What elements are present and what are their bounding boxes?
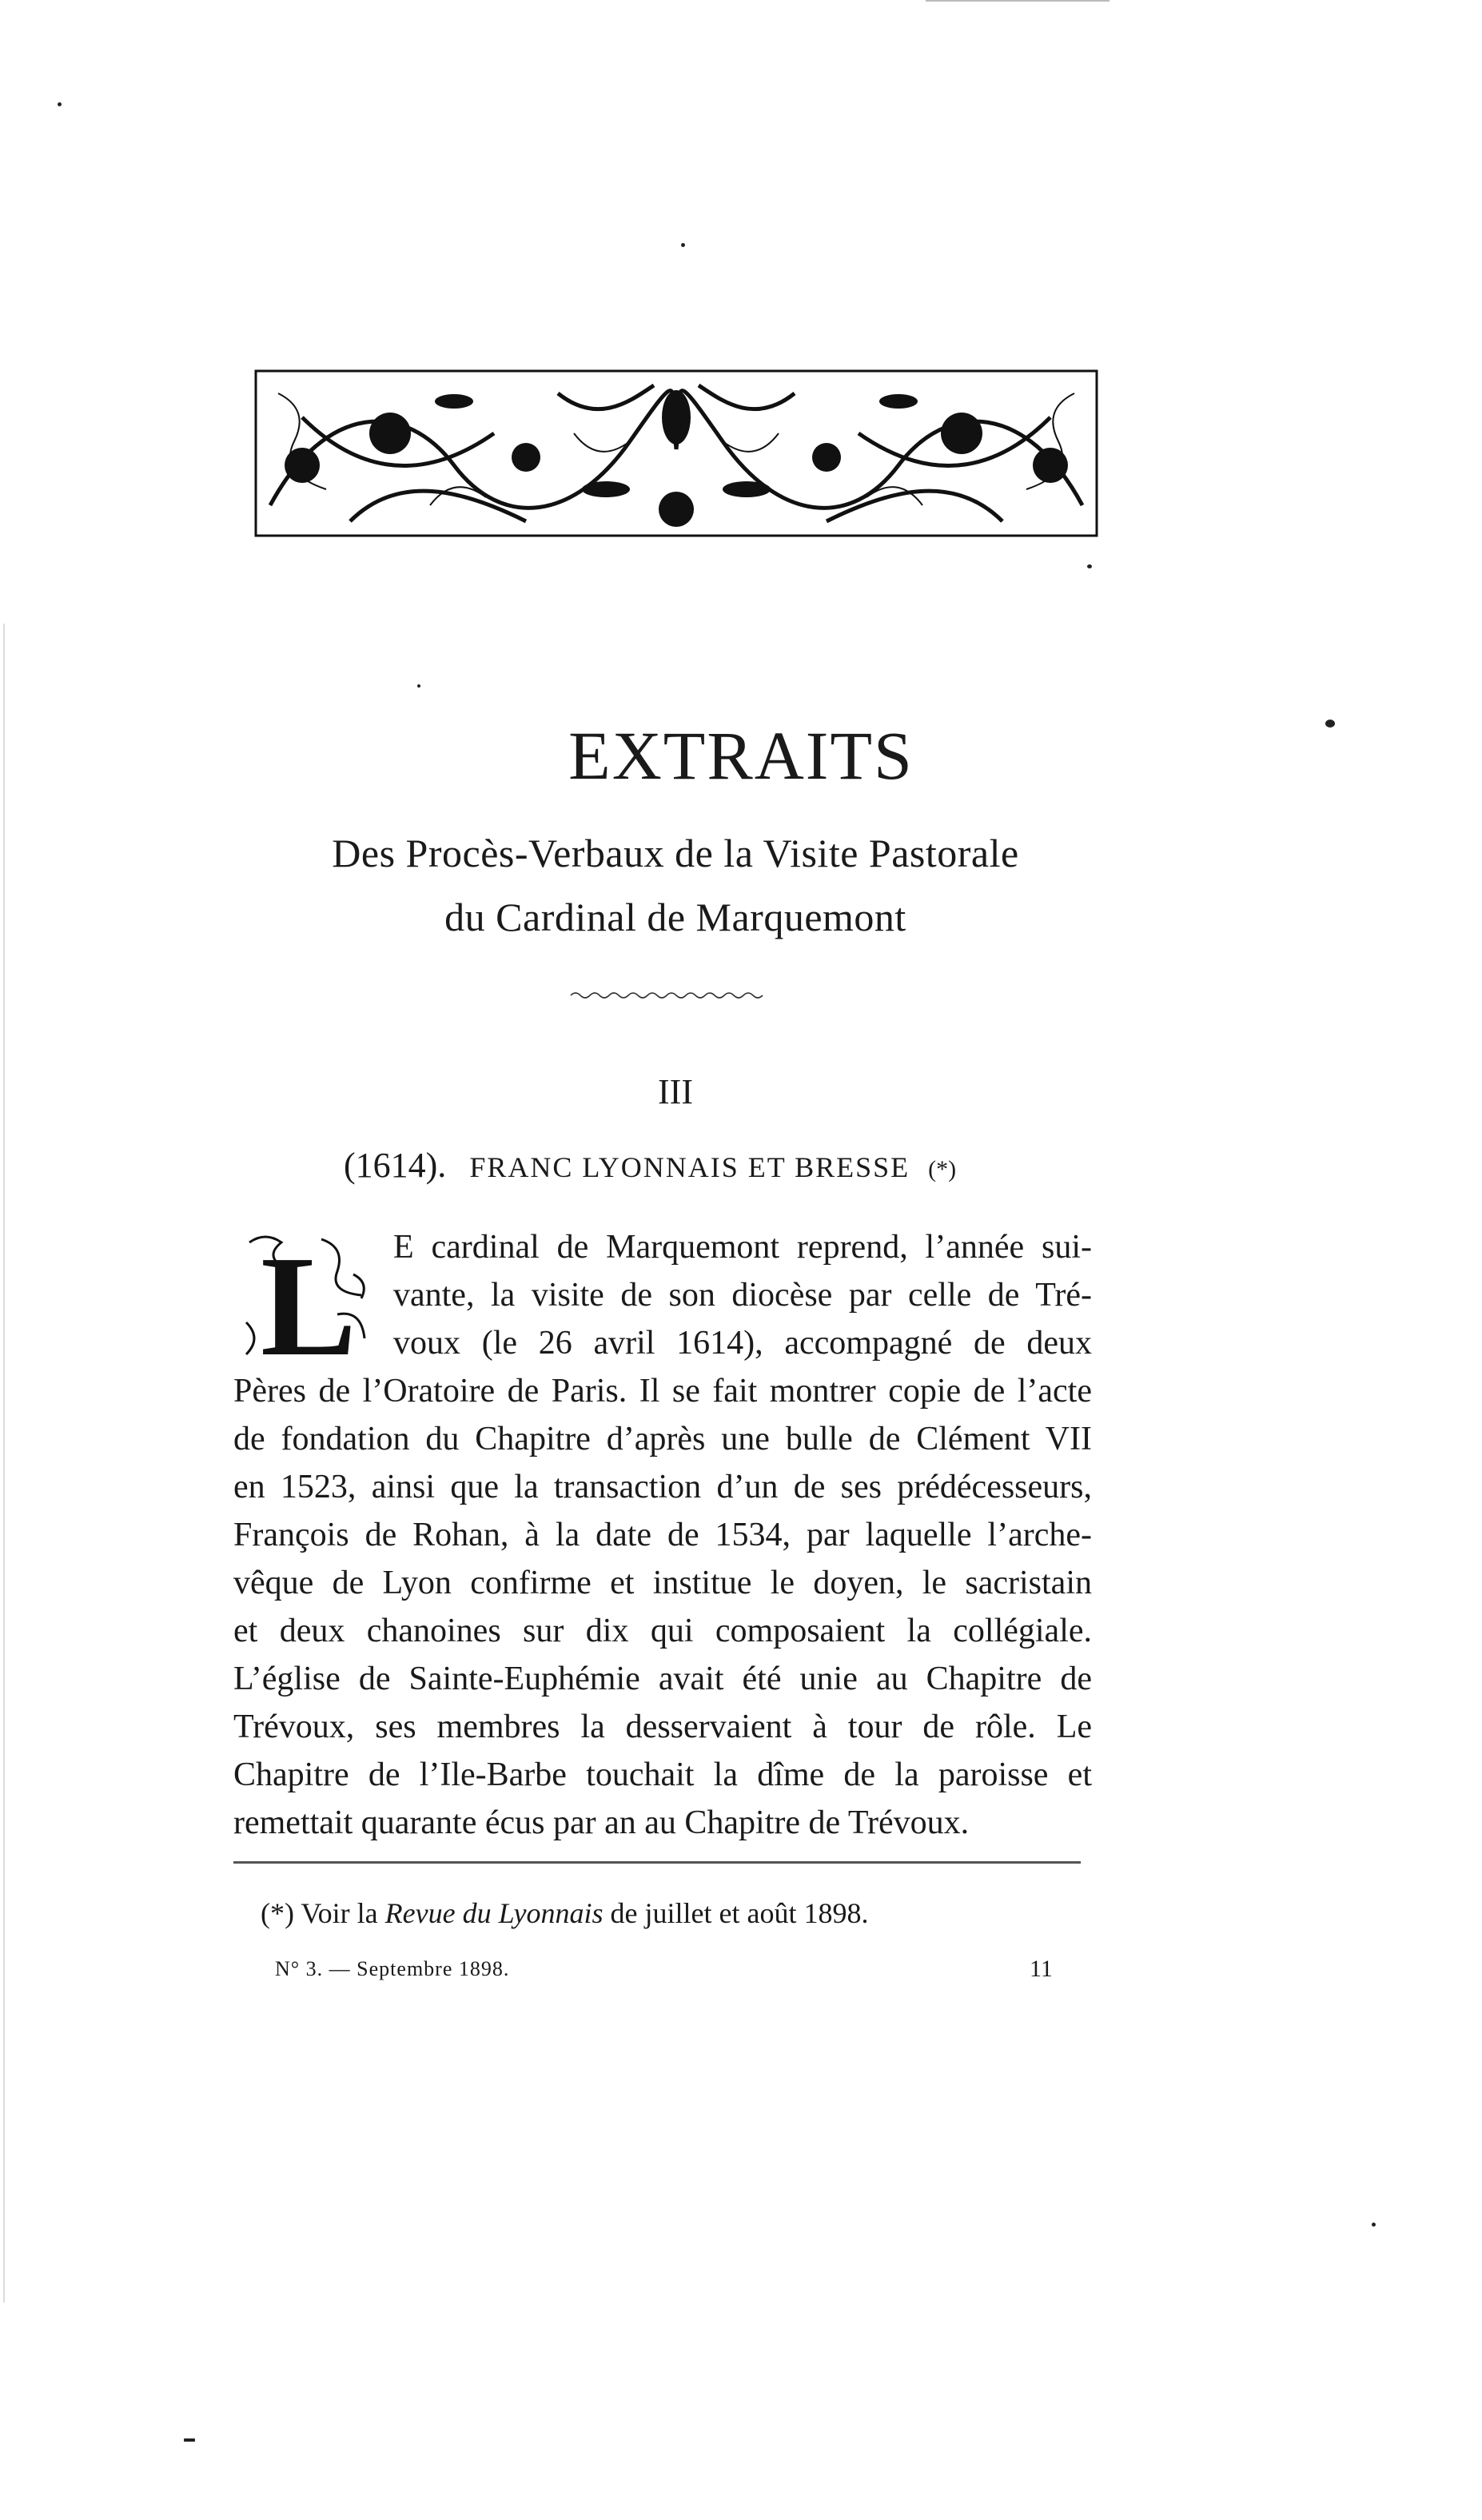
section-number: III <box>658 1072 693 1111</box>
footnote-reference: (*) <box>928 1156 957 1182</box>
body-line: en 1523, ainsi que la transaction d’un de ses prédécesseurs, <box>233 1469 1092 1505</box>
scan-edge-line <box>926 0 1110 2</box>
section-year: (1614). <box>344 1146 447 1185</box>
body-line: et deux chanoines sur dix qui composaient la collégiale. <box>233 1613 1092 1649</box>
floral-ornament-headpiece <box>254 369 1098 537</box>
body-line: Trévoux, ses membres la desservaient à tour de rôle. Le <box>233 1709 1092 1745</box>
body-line: L’église de Sainte-Euphémie avait été unie au Chapitre de <box>233 1661 1092 1697</box>
body-paragraph <box>233 1223 1092 1847</box>
body-line: vêque de Lyon confirme et institue le doyen, le sacristain <box>233 1565 1092 1601</box>
scan-speck <box>417 684 420 688</box>
article-title: EXTRAITS <box>568 717 914 794</box>
section-heading <box>344 1145 956 1186</box>
page-number: 11 <box>1030 1956 1053 1982</box>
body-line: E cardinal de Marquemont reprend, l’année sui- <box>393 1229 1092 1266</box>
body-line: voux (le 26 avril 1614), accompagné de deux <box>393 1325 1092 1362</box>
body-line: François de Rohan, à la date de 1534, par laquelle l’arche- <box>233 1517 1092 1553</box>
section-heading-text: FRANC LYONNAIS ET BRESSE <box>469 1151 910 1183</box>
footnote <box>261 1896 868 1930</box>
body-line: vante, la visite de son diocèse par celle de Tré- <box>393 1277 1092 1314</box>
issue-info: N° 3. — Septembre 1898. <box>275 1957 510 1980</box>
footnote-journal-title: Revue du Lyonnais <box>384 1897 604 1929</box>
body-line: remettait quarante écus par an au Chapitre de Trévoux. <box>233 1804 970 1841</box>
decorative-divider <box>569 990 771 1001</box>
footnote-marker: (*) Voir la <box>261 1897 378 1929</box>
dropcap-letter: L <box>261 1226 357 1367</box>
body-line: de fondation du Chapitre d’après une bulle de Clément VII <box>233 1421 1092 1457</box>
ornate-dropcap-L <box>233 1226 382 1367</box>
scan-speck <box>58 102 62 106</box>
scan-speck <box>1087 564 1092 568</box>
article-subtitle-line-2: du Cardinal de Marquemont <box>444 895 906 939</box>
body-line: Chapitre de l’Ile-Barbe touchait la dîme de la paroisse et <box>233 1756 1092 1793</box>
body-line: Pères de l’Oratoire de Paris. Il se fait montrer copie de l’acte <box>233 1373 1092 1410</box>
scan-speck <box>1372 2223 1376 2227</box>
footnote-rest: de juillet et août 1898. <box>610 1897 869 1929</box>
article-subtitle-line-1: Des Procès-Verbaux de la Visite Pastorale <box>332 831 1019 875</box>
scan-speck <box>681 243 685 247</box>
scan-speck <box>184 2438 195 2442</box>
footnote-rule <box>233 1861 1081 1864</box>
